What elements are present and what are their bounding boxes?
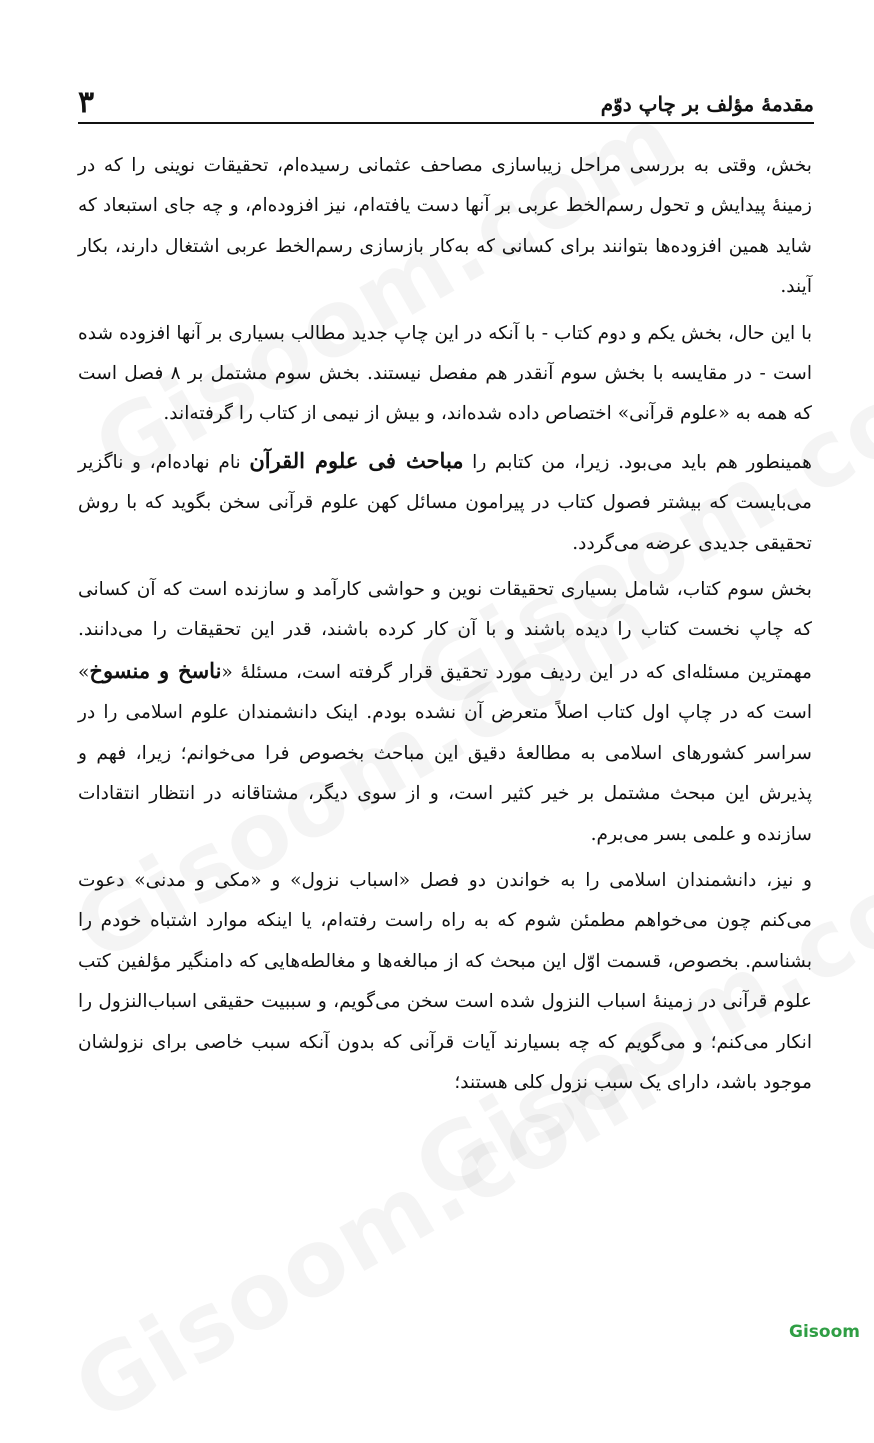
body-text xyxy=(78,146,812,1109)
site-logo: Gisoom xyxy=(789,1322,860,1342)
page-header xyxy=(78,78,814,124)
highlighted-term: ناسخ و منسوخ xyxy=(89,657,222,683)
paragraph-3 xyxy=(78,441,812,564)
paragraph-5: و نیز، دانشمندان اسلامی را به خواندن دو فصل «اسباب نزول» و «مکی و مدنی» دعوت می‌کنم چون می‌خواهم مطمئن شوم که به راه راست رفته‌ام، یا اینکه موارد اشتباه خودم را بشناسم. بخصوص، قسمت اوّل این مبحث که از مبالغه‌ها و مغالطه‌هایی که دامنگیر مؤلفین کتب علوم قرآنی در زمینهٔ اسباب النزول شده است سخن می‌گویم، و سببیت حقیقی اسباب‌النزول را انکار می‌کنم؛ و می‌گویم که چه بسیارند آیات قرآنی که بدون آنکه سبب خاصی برای نزولشان موجود باشد، دارای یک سبب نزول کلی هستند؛ xyxy=(78,869,812,1093)
paragraph-4 xyxy=(78,570,812,855)
paragraph-3-lead: همینطور هم باید می‌بود. زیرا، من کتابم را xyxy=(463,451,812,473)
paragraph-4-rest: » است که در چاپ اول کتاب اصلاً متعرض آن نشده بودم. اینک دانشمندان علوم اسلامی را در سراسر کشورهای اسلامی به مطالعهٔ دقیق این مباحث بخصوص فرا می‌خوانم؛ زیرا، فهم و پذیرش این مبحث مشتمل بر خیر کثیر است، و از سوی دیگر، مشتاقانه در انتظار انتقادات سازنده و علمی بسر می‌برم. xyxy=(78,661,812,845)
running-head: مقدمهٔ مؤلف بر چاپ دوّم xyxy=(600,92,814,116)
paragraph-3-rest: نام نهاده‌ام، و ناگزیر می‌بایست که بیشتر فصول کتاب در پیرامون مسائل کهن علوم قرآنی سخن بگوید که با روش تحقیقی جدیدی عرضه می‌گردد. xyxy=(78,451,812,554)
paragraph-2: با این حال، بخش یکم و دوم کتاب - با آنکه در این چاپ جدید مطالب بسیاری بر آنها افزوده شده است - در مقایسه با بخش سوم آنقدر هم مفصل نیستند. بخش سوم مشتمل بر ۸ فصل است که همه به «علوم قرآنی» اختصاص داده شده‌اند، و بیش از نیمی از کتاب را گرفته‌اند. xyxy=(78,322,813,425)
paragraph-4-lead: بخش سوم کتاب، شامل بسیاری تحقیقات نوین و حواشی کارآمد و سازنده است که آن کسانی که چاپ نخست کتاب را دیده باشند و با آن کار کرده باشند، قدر این تحقیقات را می‌دانند. مهمترین مسئله‌ای که در این ردیف مورد تحقیق قرار گرفته است، مسئلهٔ « xyxy=(78,579,812,683)
book-title: مباحث فی علوم القرآن xyxy=(249,447,464,473)
paragraph-1: بخش، وقتی به بررسی مراحل زیباسازی مصاحف عثمانی رسیده‌ام، تحقیقات نوینی را که در زمینهٔ پیدایش و تحول رسم‌الخط عربی بر آنها دست یافته‌ام، نیز افزوده‌ام، و چه جای استبعاد که شاید همین افزوده‌ها بتوانند برای کسانی که به‌کار بازسازی رسم‌الخط عربی اشتغال دارند، بکار آیند. xyxy=(78,155,812,298)
page-number: ۳ xyxy=(78,85,95,120)
